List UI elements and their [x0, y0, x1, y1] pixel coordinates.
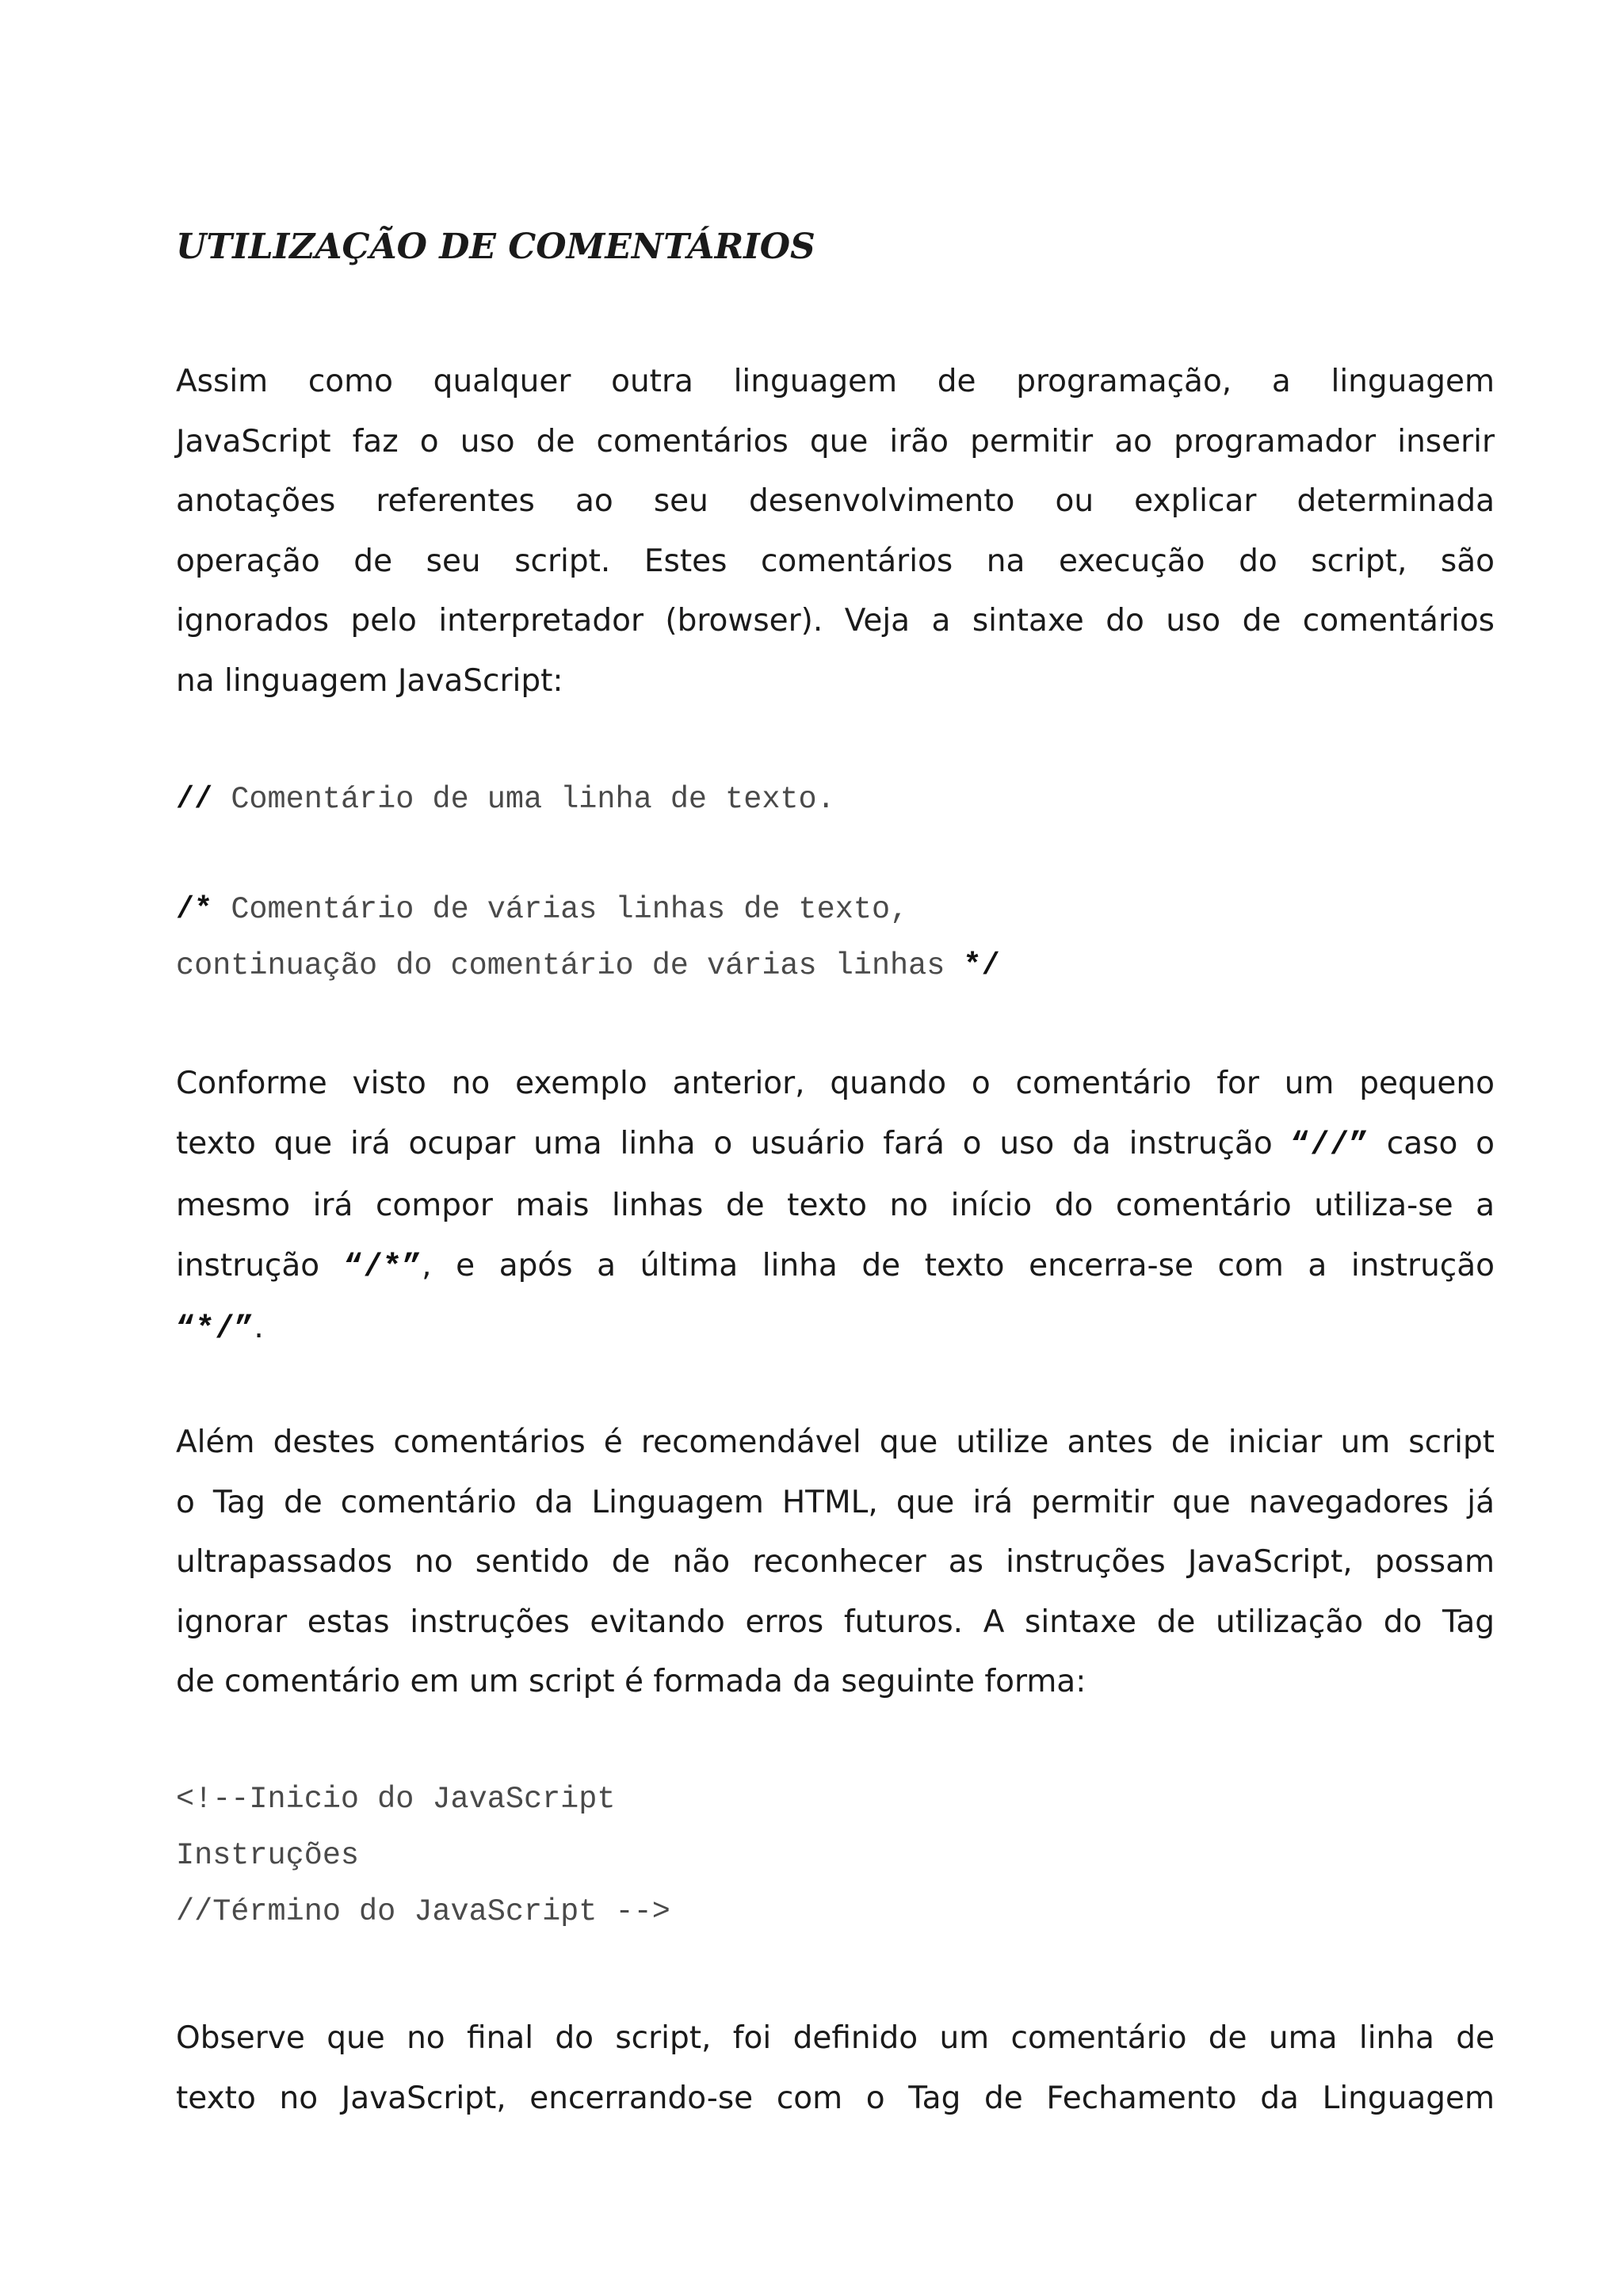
text-line: mesmo irá compor mais linhas de texto no início do comentário utiliza-se a [176, 1188, 1495, 1223]
code-text: Comentário de várias linhas de texto, [212, 892, 909, 927]
inline-code: “*/” [176, 1311, 254, 1348]
text-line: Conforme visto no exemplo anterior, quando o comentário for um pequeno [176, 1066, 1495, 1101]
text-line: texto no JavaScript, encerrando-se com o Tag de Fechamento da Linguagem [176, 2080, 1495, 2116]
text-line: ignorados pelo interpretador (browser). Veja a sintaxe do uso de comentários [176, 603, 1495, 639]
text-line: ignorar estas instruções evitando erros futuros. A sintaxe de utilização do Tag [176, 1604, 1495, 1640]
comment-marker: */ [963, 948, 1000, 983]
text-line: instrução “/*”, e após a última linha de texto encerra-se com a instrução [176, 1247, 1495, 1286]
code-line: <!--Inicio do JavaScript [176, 1782, 616, 1817]
html-comment-paragraph [176, 1413, 1495, 1712]
code-text: Comentário de uma linha de texto. [212, 782, 835, 817]
code-text: continuação do comentário de várias linhas [176, 948, 964, 983]
text-line: anotações referentes ao seu desenvolvimento ou explicar determinada [176, 483, 1495, 519]
text-line: ultrapassados no sentido de não reconhecer as instruções JavaScript, possam [176, 1544, 1495, 1580]
text-line: Assim como qualquer outra linguagem de programação, a linguagem [176, 364, 1495, 399]
inline-code: “//” [1290, 1127, 1369, 1164]
closing-paragraph [176, 2008, 1495, 2128]
text-line: operação de seu script. Estes comentários na execução do script, são [176, 543, 1495, 579]
html-comment-example [176, 1772, 670, 1940]
text-line: Além destes comentários é recomendável que utilize antes de iniciar um script [176, 1425, 1495, 1460]
comment-marker: // [176, 782, 213, 817]
comment-marker: /* [176, 892, 213, 927]
text-line: “*/”. [176, 1310, 264, 1348]
inline-code: “/*” [343, 1249, 422, 1286]
text-line: texto que irá ocupar uma linha o usuário fará o uso da instrução “//” caso o [176, 1125, 1495, 1164]
code-line: //Término do JavaScript --> [176, 1894, 670, 1929]
intro-paragraph [176, 352, 1495, 711]
text-line: o Tag de comentário da Linguagem HTML, que irá permitir que navegadores já [176, 1484, 1495, 1520]
code-line: Instruções [176, 1838, 360, 1873]
text-line: Observe que no final do script, foi definido um comentário de uma linha de [176, 2020, 1495, 2056]
explanation-paragraph [176, 1054, 1495, 1360]
text-line: JavaScript faz o uso de comentários que irão permitir ao programador inserir [176, 423, 1495, 460]
text-line: de comentário em um script é formada da seguinte forma: [176, 1664, 1086, 1699]
single-line-comment-example [176, 772, 835, 828]
multi-line-comment-example [176, 882, 1000, 994]
section-title: UTILIZAÇÃO DE COMENTÁRIOS [176, 227, 815, 267]
text-line: na linguagem JavaScript: [176, 662, 563, 699]
